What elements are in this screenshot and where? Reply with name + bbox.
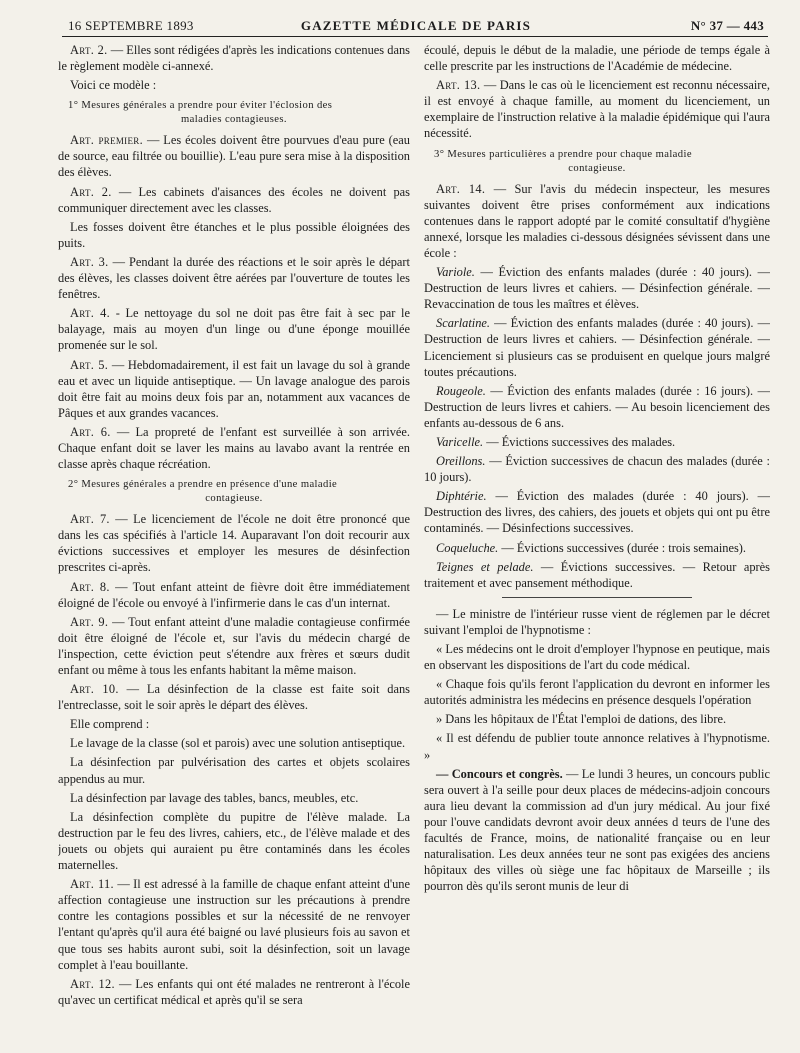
disease-item: Oreillons. — Éviction successives de chacun des malades (durée : 10 jours).: [424, 454, 770, 485]
disease-item: Diphtérie. — Éviction des malades (durée : 40 jours). — Destruction des livres, des cahiers, des jouets et objets qui ont pu être contaminés. — Désinfections successives.: [424, 489, 770, 536]
disease-item: Teignes et pelade. — Évictions successives. — Retour après traitement et avec pansement méthodique.: [424, 559, 770, 590]
article: Art. 14. — Sur l'avis du médecin inspecteur, les mesures suivantes doivent être prises conformément aux indications contenues dans le rapport adopté par le comité consultatif d'hygiène annexé, lorsque les maladies ci-dessous désignées sévissent dans une école :: [424, 181, 770, 260]
article: Art. 13. — Dans le cas où le licenciement est reconnu nécessaire, il est envoyé à chaque famille, au moment du licenciement, un exemplaire de l'instruction relative à la maladie épidémique qui l'aura nécessité.: [424, 78, 770, 141]
disease-item: Variole. — Éviction des enfants malades (durée : 40 jours). — Destruction de leurs livres et cahiers. — Désinfection générale. — Revaccination de tous les maîtres et élèves.: [424, 265, 770, 312]
article: Art. 12. — Les enfants qui ont été malades ne rentreront à l'école qu'avec un certificat médical et après qu'il se sera: [58, 976, 410, 1007]
article: Art. 3. — Pendant la durée des réactions et le soir après le départ des élèves, les classes doivent être aérées par l'ouverture de toutes les fenêtres.: [58, 254, 410, 302]
article: Art. 11. — Il est adressé à la famille de chaque enfant atteint d'une affection contagieuse une instruction sur les précautions à prendre contre les contagions possibles et sur la nécessité de ne renvoyer l'entant qu'après qu'il aura été baigné ou lavé plusieurs fois au savon et que tous ses habits auront subi, soit la désinfection, soit un lavage complet à l'eau bouillante.: [58, 877, 410, 972]
news-item: « Chaque fois qu'ils feront l'application du devront en informer les autorités administra les médecins en présence desquels l'opération: [424, 677, 770, 708]
article: Art. 2. — Les cabinets d'aisances des écoles ne doivent pas communiquer directement avec les classes.: [58, 184, 410, 215]
disease-item: Rougeole. — Éviction des enfants malades (durée : 16 jours). — Destruction de leurs livres et cahiers. — Au besoin licenciement des enfants au-dessous de 6 ans.: [424, 383, 770, 430]
article: Art. 6. — La propreté de l'enfant est surveillée à son arrivée. Chaque enfant doit se laver les mains au lavabo avant la rentrée en classe après chaque récréation.: [58, 424, 410, 472]
article: Art. 9. — Tout enfant atteint d'une maladie contagieuse confirmée doit être éloigné de l'école et, sur l'avis du médecin chargé de l'inspection, cette éviction peut s'étendre aux frères et sœurs dudit enfant ou même à tous les enfants habitant la même maison.: [58, 614, 410, 677]
paragraph: Le lavage de la classe (sol et parois) avec une solution antiseptique.: [70, 736, 406, 751]
news-item: » Dans les hôpitaux de l'État l'emploi de dations, des libre.: [436, 712, 727, 727]
disease-item: Varicelle. — Évictions successives des malades.: [436, 434, 676, 449]
issue-number: N° 37 — 443: [690, 18, 764, 33]
news-item: — Concours et congrès. — Le lundi 3 heures, un concours public sera ouvert à l'a seille pour deux places de médecins-adjoin concours aura lieu devant la commission ad d'un jury médical. Au jour fixé pour l'ouve candidats devront avoir deux années d teurs de l'une des facultés de France, moins, de nationalité française ou en leur naturalisation. Les deux années teur ne sont pas exigées des anciens hôpitaux des villes où siège une fac hôpitaux de Marseille ; ils pourron dès qu'ils seront munis de leur di: [424, 766, 770, 894]
page-header: [68, 12, 764, 34]
section-heading: 3° Mesures particulières a prendre pour chaque maladie contagieuse.: [434, 148, 692, 174]
left-column: [58, 42, 410, 1042]
article: Art. premier. — Les écoles doivent être pourvues d'eau pure (eau de source, eau filtrée ou bouillie). L'eau pure sera mise à la disposition des élèves.: [58, 133, 410, 180]
paragraph: Voici ce modèle :: [70, 78, 157, 93]
paragraph: La désinfection par pulvérisation des cartes et objets scolaires appendus au mur.: [58, 755, 410, 786]
news-item: « Les médecins ont le droit d'employer l'hypnose en peutique, mais en observant les dispositions de l'art du code médical.: [424, 642, 770, 673]
disease-item: Scarlatine. — Éviction des enfants malades (durée : 40 jours). — Destruction de leurs livres et cahiers. — Désinfection générale. — Licenciement si plusieurs cas se produisent en quelque jours malgré toutes précautions.: [424, 316, 770, 379]
section-heading: 1° Mesures générales a prendre pour éviter l'éclosion des maladies contagieuses.: [68, 100, 333, 126]
article: Art. 4. - Le nettoyage du sol ne doit pas être fait à sec par le balayage, mais au moyen d'un linge ou d'une éponge mouillée promenée sur le sol.: [58, 306, 410, 353]
paragraph: La désinfection par lavage des tables, bancs, meubles, etc.: [70, 790, 359, 805]
article: Art. 5. — Hebdomadairement, il est fait un lavage du sol à grande eau et avec un liquide antiseptique. — Un lavage analogue des parois doit être fait au moins deux fois par an, notamment aux vacances de Pâques et aux grandes vacances.: [58, 357, 410, 420]
paragraph: Art. 2. — Elles sont rédigées d'après les indications contenues dans le règlement modèle ci-annexé.: [58, 43, 410, 74]
news-item: — Le ministre de l'intérieur russe vient de réglemen par le décret suivant l'emploi de l'hypnotisme :: [424, 606, 770, 637]
disease-item: Coqueluche. — Évictions successives (durée : trois semaines).: [436, 540, 747, 555]
section-separator: [502, 597, 692, 598]
paragraph: La désinfection complète du pupitre de l'élève malade. La destruction par le feu des livres, cahiers, etc., de l'élève malade et des jouets ou objets qui auraient pu être contaminés dans les écoles maternelles.: [58, 809, 410, 873]
news-item: « Il est défendu de publier toute annonce relatives à l'hypnotisme. »: [424, 731, 770, 762]
issue-date: 16 SEPTEMBRE 1893: [68, 18, 194, 33]
paragraph: Les fosses doivent être étanches et le plus possible éloignées des puits.: [58, 219, 410, 250]
section-heading: 2° Mesures générales a prendre en présence d'une maladie contagieuse.: [68, 479, 338, 505]
header-rule: [62, 36, 768, 37]
article: Art. 7. — Le licenciement de l'école ne doit être prononcé que dans les cas spécifiés à l'article 14. Auparavant l'on doit recourir aux évictions successives et employer les mesures de désinfection prescrites ci-après.: [58, 512, 410, 575]
journal-title: GAZETTE MÉDICALE DE PARIS: [300, 18, 532, 33]
right-column: [424, 42, 770, 1042]
article: Art. 10. — La désinfection de la classe est faite soit dans l'entreclasse, soit le soir après le départ des élèves.: [58, 682, 410, 713]
paragraph: Elle comprend :: [70, 717, 150, 732]
paragraph: écoulé, depuis le début de la maladie, une période de temps égale à celle prescrite par les instructions de l'Académie de médecine.: [424, 43, 770, 74]
article: Art. 8. — Tout enfant atteint de fièvre doit être immédiatement éloigné de l'école ou envoyé à l'infirmerie dans le cas d'un internat.: [58, 579, 410, 610]
